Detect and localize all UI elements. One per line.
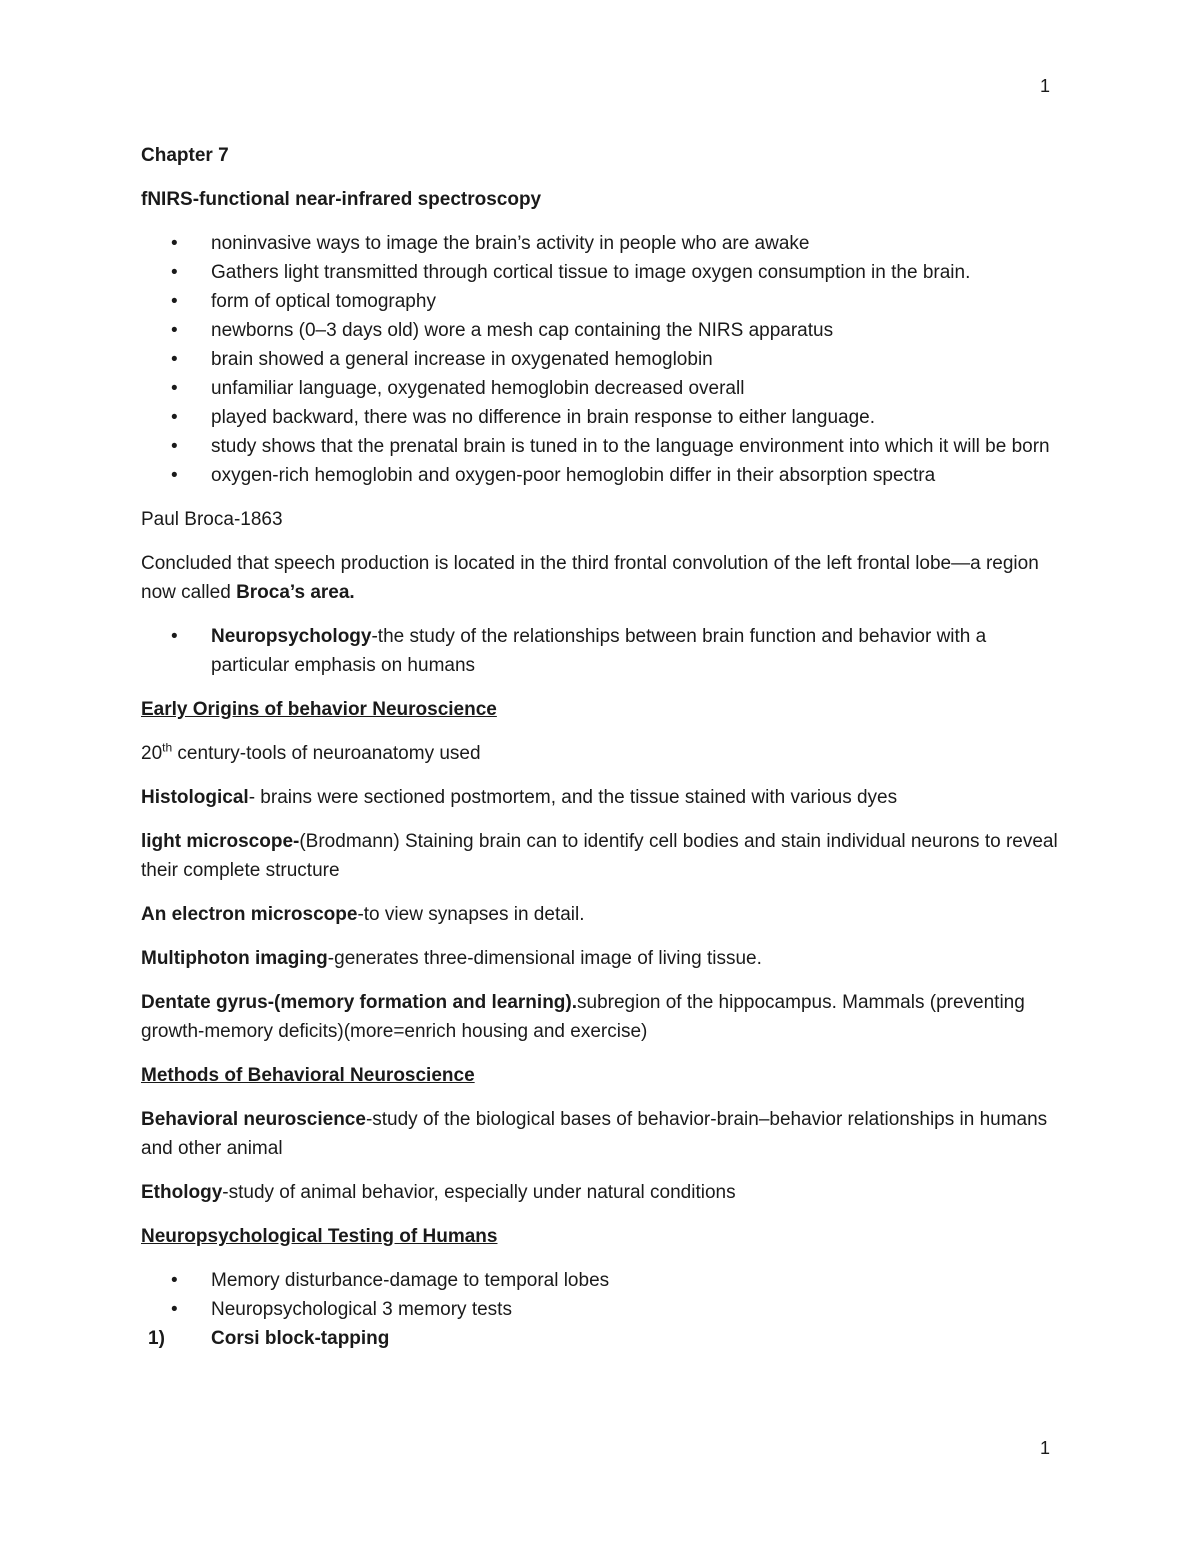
list-item: • Memory disturbance-damage to temporal lobes	[141, 1266, 1061, 1295]
bullet-icon: •	[171, 1270, 178, 1291]
list-item: • Neuropsychological 3 memory tests	[141, 1295, 1061, 1324]
bullet-icon: •	[171, 407, 178, 428]
fnirs-heading: fNIRS-functional near-infrared spectroscopy	[141, 189, 542, 210]
fnirs-bullet-list	[141, 229, 1061, 490]
document-body	[141, 141, 1061, 1353]
bullet-icon: •	[171, 465, 178, 486]
footer-page-number: 1	[1040, 1438, 1051, 1458]
list-item: • Neuropsychology-the study of the relationships between brain function and behavior with a particular emphasis on humans	[141, 622, 1061, 680]
electron-microscope-paragraph: An electron microscope-to view synapses in detail.	[141, 904, 585, 925]
numbered-item: 1) Corsi block-tapping	[148, 1328, 390, 1349]
header-page-number: 1	[1040, 76, 1051, 96]
list-item: • oxygen-rich hemoglobin and oxygen-poor hemoglobin differ in their absorption spectra	[141, 461, 1061, 490]
bullet-icon: •	[171, 291, 178, 312]
century-paragraph: 20th century-tools of neuroanatomy used	[141, 740, 481, 764]
list-item: • form of optical tomography	[141, 287, 1061, 316]
multiphoton-paragraph: Multiphoton imaging-generates three-dimensional image of living tissue.	[141, 948, 762, 969]
testing-heading: Neuropsychological Testing of Humans	[141, 1226, 498, 1247]
list-item: • newborns (0–3 days old) wore a mesh cap containing the NIRS apparatus	[141, 316, 1061, 345]
bullet-icon: •	[171, 436, 178, 457]
behavioral-paragraph: Behavioral neuroscience-study of the biological bases of behavior-brain–behavior relationships in humans and other animal	[141, 1109, 1048, 1159]
list-item: • study shows that the prenatal brain is tuned in to the language environment into which it will be born	[141, 432, 1061, 461]
list-item: • unfamiliar language, oxygenated hemoglobin decreased overall	[141, 374, 1061, 403]
bullet-icon: •	[171, 262, 178, 283]
early-origins-heading: Early Origins of behavior Neuroscience	[141, 699, 497, 720]
broca-line: Paul Broca-1863	[141, 509, 283, 530]
testing-bullet-list	[141, 1266, 1061, 1324]
light-microscope-paragraph: light microscope-(Brodmann) Staining brain can to identify cell bodies and stain individual neurons to reveal their complete structure	[141, 831, 1058, 881]
list-item: • played backward, there was no difference in brain response to either language.	[141, 403, 1061, 432]
broca-paragraph: Concluded that speech production is located in the third frontal convolution of the left frontal lobe—a region now called Broca’s area.	[141, 553, 1039, 603]
neuropsych-list	[141, 622, 1061, 680]
numbered-list	[141, 1324, 1061, 1353]
bullet-icon: •	[171, 320, 178, 341]
bullet-icon: •	[171, 378, 178, 399]
chapter-title: Chapter 7	[141, 145, 229, 166]
bullet-icon: •	[171, 626, 178, 647]
bullet-icon: •	[171, 349, 178, 370]
dentate-paragraph: Dentate gyrus-(memory formation and learning).subregion of the hippocampus. Mammals (preventing growth-memory deficits)(more=enrich housing and exercise)	[141, 992, 1025, 1042]
list-item: • Gathers light transmitted through cortical tissue to image oxygen consumption in the brain.	[141, 258, 1061, 287]
bullet-icon: •	[171, 233, 178, 254]
methods-heading: Methods of Behavioral Neuroscience	[141, 1065, 475, 1086]
list-item: • brain showed a general increase in oxygenated hemoglobin	[141, 345, 1061, 374]
ethology-paragraph: Ethology-study of animal behavior, especially under natural conditions	[141, 1182, 736, 1203]
histological-paragraph: Histological- brains were sectioned postmortem, and the tissue stained with various dyes	[141, 787, 898, 808]
bullet-icon: •	[171, 1299, 178, 1320]
list-item: • noninvasive ways to image the brain’s activity in people who are awake	[141, 229, 1061, 258]
